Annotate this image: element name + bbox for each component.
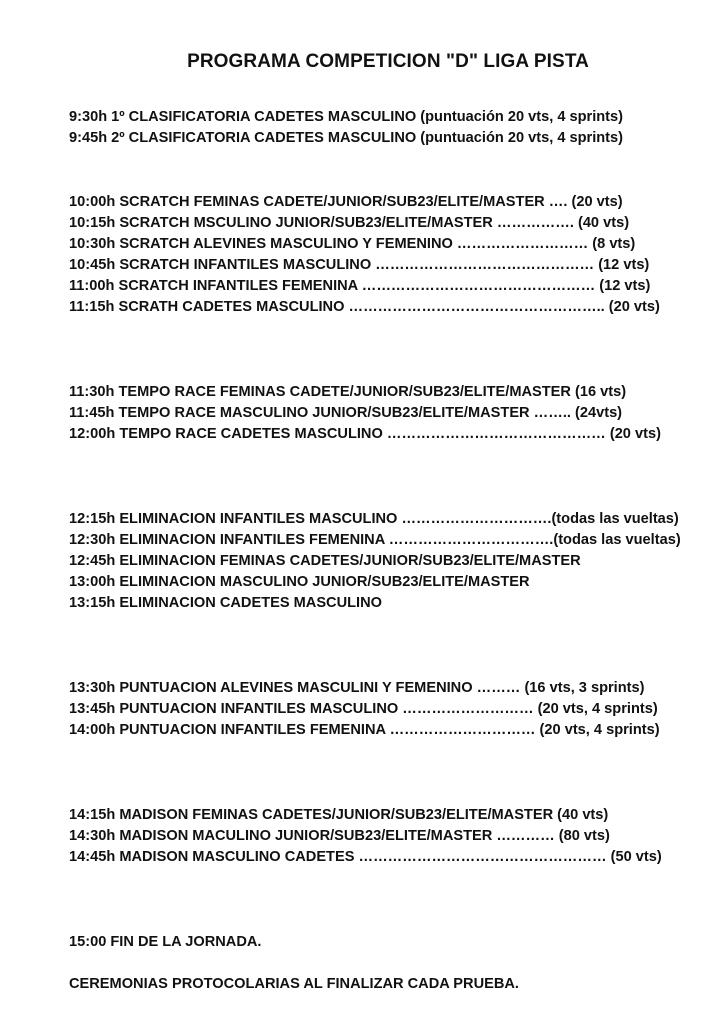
schedule-line [69,276,650,297]
schedule-line [69,678,645,699]
schedule-line [69,424,661,445]
schedule-time: 13:15h [69,595,116,611]
schedule-line [69,509,679,530]
schedule-event: 1º CLASIFICATORIA CADETES MASCULINO (puntuación 20 vts, 4 sprints) [107,109,624,125]
schedule-event: ELIMINACION INFANTILES FEMENINA …………………………….(todas las vueltas) [119,532,681,548]
schedule-time: 11:45h [69,405,115,421]
schedule-time: 12:15h [69,511,116,527]
page-title: PROGRAMA COMPETICION "D" LIGA PISTA [187,51,589,72]
schedule-event: MADISON MACULINO JUNIOR/SUB23/ELITE/MASTER ………… (80 vts) [119,828,610,844]
schedule-event: SCRATCH INFANTILES FEMENINA ………………………………………… (12 vts) [118,278,651,294]
schedule-line [69,192,623,213]
schedule-line [69,403,622,424]
schedule-time: 14:45h [69,849,116,865]
schedule-line [69,213,629,234]
schedule-line [69,847,662,868]
schedule-event: PUNTUACION ALEVINES MASCULINI Y FEMENINO ……… (16 vts, 3 sprints) [119,680,645,696]
end-of-day-line: 15:00 FIN DE LA JORNADA. [69,934,262,950]
schedule-event: TEMPO RACE FEMINAS CADETE/JUNIOR/SUB23/ELITE/MASTER (16 vts) [118,384,627,400]
schedule-time: 14:00h [69,722,116,738]
schedule-event: TEMPO RACE CADETES MASCULINO ……………………………………… (20 vts) [119,426,661,442]
schedule-event: 2º CLASIFICATORIA CADETES MASCULINO (puntuación 20 vts, 4 sprints) [107,130,624,146]
schedule-line [69,297,660,318]
schedule-time: 12:30h [69,532,116,548]
schedule-time: 11:30h [69,384,115,400]
schedule-line [69,593,382,614]
schedule-line [69,382,626,403]
schedule-time: 11:00h [69,278,115,294]
schedule-time: 10:15h [69,215,116,231]
schedule-event: ELIMINACION CADETES MASCULINO [119,595,382,611]
schedule-time: 13:45h [69,701,116,717]
schedule-time: 10:30h [69,236,116,252]
schedule-line [69,128,623,149]
schedule-event: SCRATCH INFANTILES MASCULINO ……………………………………… (12 vts) [119,257,650,273]
schedule-event: TEMPO RACE MASCULINO JUNIOR/SUB23/ELITE/MASTER …….. (24vts) [118,405,623,421]
schedule-event: MADISON MASCULINO CADETES …………………………………………… (50 vts) [119,849,662,865]
schedule-line [69,826,610,847]
schedule-time: 10:00h [69,194,116,210]
schedule-time: 13:00h [69,574,116,590]
schedule-event: ELIMINACION FEMINAS CADETES/JUNIOR/SUB23/ELITE/MASTER [119,553,581,569]
schedule-line [69,530,681,551]
schedule-event: SCRATCH FEMINAS CADETE/JUNIOR/SUB23/ELITE/MASTER …. (20 vts) [119,194,623,210]
schedule-line [69,255,649,276]
schedule-event: PUNTUACION INFANTILES MASCULINO ……………………… (20 vts, 4 sprints) [119,701,658,717]
schedule-event: PUNTUACION INFANTILES FEMENINA ………………………… (20 vts, 4 sprints) [119,722,660,738]
schedule-line [69,107,623,128]
schedule-line [69,551,581,572]
schedule-event: SCRATCH MSCULINO JUNIOR/SUB23/ELITE/MASTER ……………. (40 vts) [119,215,630,231]
schedule-time: 13:30h [69,680,116,696]
schedule-event: ELIMINACION MASCULINO JUNIOR/SUB23/ELITE/MASTER [119,574,530,590]
schedule-event: SCRATCH ALEVINES MASCULINO Y FEMENINO ……………………… (8 vts) [119,236,636,252]
schedule-line [69,805,608,826]
schedule-time: 14:15h [69,807,116,823]
schedule-event: ELIMINACION INFANTILES MASCULINO ………………………….(todas las vueltas) [119,511,679,527]
schedule-time: 9:30h [69,109,108,125]
schedule-time: 12:45h [69,553,116,569]
schedule-line [69,720,660,741]
schedule-line [69,234,635,255]
schedule-time: 14:30h [69,828,116,844]
schedule-line [69,699,658,720]
schedule-time: 10:45h [69,257,116,273]
schedule-line [69,572,530,593]
ceremonies-note: CEREMONIAS PROTOCOLARIAS AL FINALIZAR CADA PRUEBA. [69,976,519,992]
schedule-event: SCRATH CADETES MASCULINO …………………………………………….. (20 vts) [118,299,660,315]
schedule-event: MADISON FEMINAS CADETES/JUNIOR/SUB23/ELITE/MASTER (40 vts) [119,807,609,823]
schedule-time: 9:45h [69,130,108,146]
schedule-time: 12:00h [69,426,116,442]
schedule-time: 11:15h [69,299,115,315]
